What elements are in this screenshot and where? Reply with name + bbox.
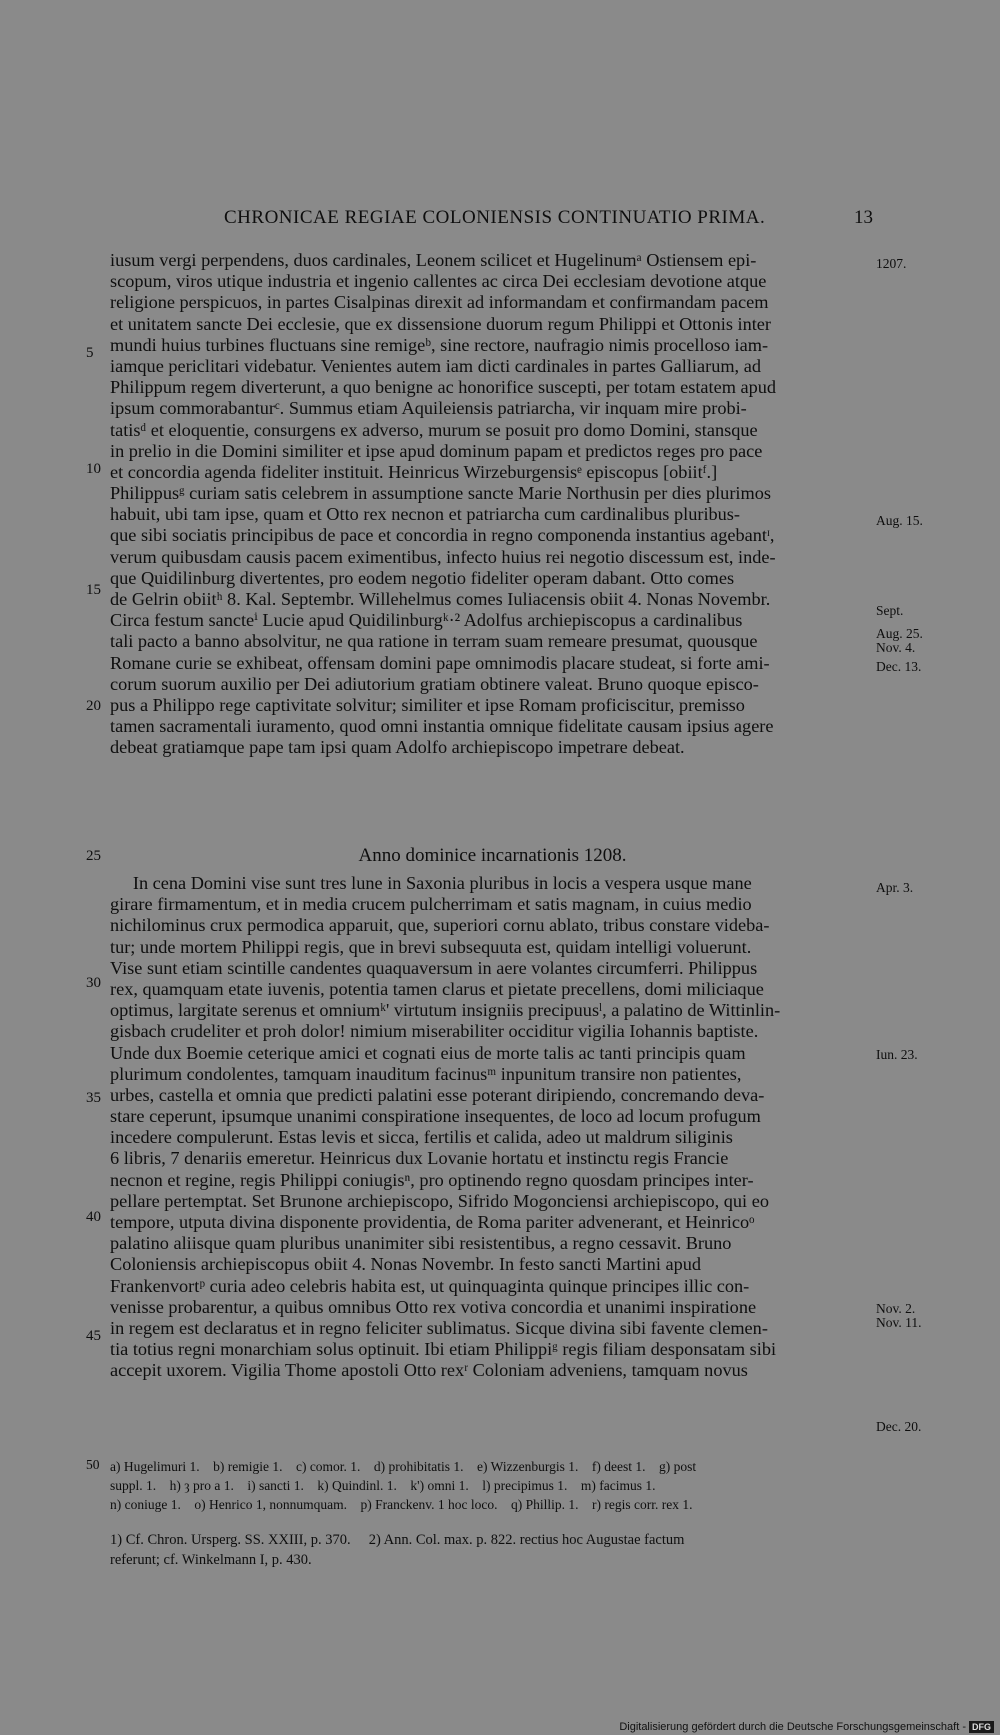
margin-date: Nov. 11. (876, 1315, 922, 1330)
text-line: plurimum condolentes, tamquam inauditum facinusᵐ inpunitum transire non patientes, (110, 1063, 742, 1084)
text-line: Philippusᵍ curiam satis celebrem in assumptione sancte Marie Northusin per dies plurimos (110, 483, 771, 504)
text-line: tali pacto a banno absolvitur, ne qua ratione in terram suam remeare presumat, quousque (110, 631, 758, 652)
line-number: 50 (86, 1457, 100, 1472)
text-line: In cena Domini vise sunt tres lune in Saxonia pluribus in locis a vespera usque mane (110, 873, 752, 893)
margin-date: Sept. (876, 603, 904, 618)
text-line: Coloniensis archiepiscopus obiit 4. Nonas Novembr. In festo sancti Martini apud (110, 1254, 701, 1275)
text-line: Romane curie se exhibeat, offensam domini pape omnimodis placare studeat, si forte ami- (110, 652, 770, 673)
margin-date: 1207. (876, 256, 907, 271)
text-line: verum quibusdam causis pacem eximentibus, infecto huius rei negotio discessum est, inde- (110, 546, 776, 567)
digitization-credit (619, 1721, 994, 1733)
text-line: girare firmamentum, et in media crucem pulcherrimam et satis magnam, in cuius medio (110, 894, 752, 915)
text-block-1208 (110, 873, 875, 1382)
line-number: 35 (86, 1090, 101, 1106)
text-line: mundi huius turbines fluctuans sine remigeᵇ, sine rectore, naufragio nimis procelloso iam- (110, 334, 769, 355)
text-line: rex, quamquam etate iuvenis, potentia tamen clarus et pietate precellens, domi miliciaque (110, 978, 764, 999)
text-line: tur; unde mortem Philippi regis, que in brevi subsequuta est, quidam intelligi voluerunt. (110, 936, 752, 957)
text-line: de Gelrin obiitʰ 8. Kal. Septembr. Willehelmus comes Iuliacensis obiit 4. Nonas Novembr. (110, 589, 771, 609)
text-line: tamen sacramentali iuramento, quod omni instantia omnique fidelitate causam ipsius agere (110, 716, 774, 737)
critical-apparatus (110, 1457, 880, 1514)
text-line: Circa festum sancteⁱ Lucie apud Quidilinburgᵏ·² Adolfus archiepiscopus a cardinalibus (110, 610, 743, 631)
text-line: optimus, largitate serenus et omniumᵏ' virtutum insigniis precipuusˡ, a palatino de Wittinlin- (110, 1000, 781, 1021)
apparatus-line: a) Hugelimuri 1. b) remigie 1. c) comor. 1. d) prohibitatis 1. e) Wizzenburgis 1. f) deest 1. g) post (110, 1459, 697, 1474)
reference-line: 1) Cf. Chron. Ursperg. SS. XXIII, p. 370. 2) Ann. Col. max. p. 822. rectius hoc Augustae factum (110, 1532, 685, 1548)
margin-date: Dec. 13. (876, 659, 922, 674)
text-line: Frankenvortᵖ curia adeo celebris habita est, ut quinquaginta quinque principes illic con- (110, 1275, 750, 1296)
reference-notes (110, 1530, 880, 1570)
text-line: scopum, viros utique industria et ingenio callentes ac circa Dei ecclesiam devotione atque (110, 271, 767, 292)
line-number: 5 (86, 345, 94, 361)
text-line: tatisᵈ et eloquentie, consurgens ex adverso, murum se posuit pro domo Domini, stansque (110, 419, 758, 440)
line-number: 25 (86, 848, 101, 864)
text-line: Vise sunt etiam scintille candentes quaquaversum in aere volantes circumferri. Philippus (110, 957, 758, 978)
reference-line: referunt; cf. Winkelmann I, p. 430. (110, 1552, 312, 1568)
page-number: 13 (854, 207, 873, 228)
text-line: nichilominus crux permodica apparuit, que, superiori cornu ablato, tribus constare videba- (110, 915, 770, 936)
text-line: necnon et regine, regis Philippi coniugisⁿ, pro optinendo regno quosdam principes inter- (110, 1169, 754, 1190)
text-line: iamque periclitari videbatur. Venientes autem iam dicti cardinales in partes Galliarum, ad (110, 355, 761, 376)
text-line: stare ceperunt, ipsumque unanimi conspiratione insequentes, de loco ad locum profugum (110, 1106, 761, 1127)
dfg-logo: DFG (969, 1721, 994, 1733)
margin-date: Aug. 15. (876, 513, 923, 528)
text-line: que Quidilinburg divertentes, pro eodem negotio fideliter operam dabant. Otto comes (110, 567, 735, 588)
year-heading: Anno dominice incarnationis 1208. (358, 845, 627, 866)
line-number: 30 (86, 975, 101, 991)
line-number: 20 (86, 698, 101, 714)
line-number: 10 (86, 461, 101, 477)
margin-date: Nov. 4. (876, 640, 916, 655)
text-line: Philippum regem diverterunt, a quo benigne ac honorifice suscepti, per totam estatem apud (110, 377, 777, 398)
text-line: debeat gratiamque pape tam ipsi quam Adolfo archiepiscopo impetrare debeat. (110, 737, 685, 758)
text-line: incedere compulerunt. Estas levis et sicca, fertilis et calida, adeo ut maldrum siliginis (110, 1127, 733, 1148)
text-line: palatino aliisque quam pluribus unanimiter sibi resistentibus, a regno cessavit. Bruno (110, 1233, 732, 1254)
text-line: venisse probarentur, a quibus omnibus Otto rex votiva concordia et unanimi inspiratione (110, 1296, 757, 1317)
text-line: 6 libris, 7 denariis emeretur. Heinricus dux Lovanie hortatu et instinctu regis Francie (110, 1148, 729, 1169)
text-line: tia totius regni monarchiam solus optinuit. Ibi etiam Philippiᵍ regis filiam desponsatam sibi (110, 1339, 777, 1360)
apparatus-line: n) coniuge 1. o) Henrico 1, nonnumquam. p) Franckenv. 1 hoc loco. q) Phillip. 1. r) regis corr. rex 1. (110, 1497, 693, 1512)
text-line: accepit uxorem. Vigilia Thome apostoli Otto rexʳ Coloniam adveniens, tamquam novus (110, 1360, 748, 1381)
text-line: in regem est declaratus et in regno feliciter sublimatus. Sicque divina sibi favente clemen- (110, 1317, 768, 1338)
running-header: CHRONICAE REGIAE COLONIENSIS CONTINUATIO PRIMA. (224, 207, 766, 228)
margin-date: Dec. 20. (876, 1419, 922, 1434)
margin-date: Iun. 23. (876, 1047, 918, 1062)
text-line: pellare pertemptat. Set Brunone archiepiscopo, Sifrido Mogonciensi archiepiscopo, qui eo (110, 1190, 769, 1211)
text-block-1207 (110, 250, 875, 759)
text-line: ipsum commorabanturᶜ. Summus etiam Aquileiensis patriarcha, vir inquam mire probi- (110, 398, 747, 419)
line-number: 45 (86, 1328, 101, 1344)
text-line: Unde dux Boemie ceterique amici et cognati eius de morte talis ac tanti principis quam (110, 1042, 746, 1063)
credit-text: Digitalisierung gefördert durch die Deutsche Forschungsgemeinschaft - (619, 1721, 966, 1733)
text-line: religione perspicuos, in partes Cisalpinas direxit ad informandam et confirmandam pacem (110, 292, 769, 313)
text-line: iusum vergi perpendens, duos cardinales, Leonem scilicet et Hugelinumᵃ Ostiensem epi- (110, 250, 757, 270)
text-line: et concordia agenda fideliter instituit. Heinricus Wirzeburgensisᵉ episcopus [obiitᶠ.] (110, 461, 718, 482)
apparatus-line: suppl. 1. h) ȝ pro a 1. i) sancti 1. k) Quindinl. 1. k') omni 1. l) precipimus 1. m) facimus 1. (110, 1478, 656, 1493)
margin-date: Aug. 25. (876, 626, 923, 641)
text-line: pus a Philippo rege captivitate solvitur; similiter et ipse Romam proficiscitur, premisso (110, 694, 745, 715)
text-line: habuit, ubi tam ipse, quam et Otto rex necnon et patriarcha cum cardinalibus pluribus- (110, 504, 741, 525)
text-line: tempore, utputa divina disponente providentia, de Roma pariter advenerant, et Heinricoᵒ (110, 1212, 755, 1232)
text-line: corum suorum auxilio per Dei adiutorium gratiam obtinere valeat. Bruno quoque episco- (110, 673, 759, 694)
text-line: et unitatem sancte Dei ecclesie, que ex dissensione duorum regum Philippi et Ottonis inter (110, 313, 772, 334)
margin-date: Nov. 2. (876, 1301, 916, 1316)
margin-date: Apr. 3. (876, 880, 914, 895)
text-line: que sibi sociatis principibus de pace et concordia in regno componenda instantius agebantᶦ, (110, 525, 775, 546)
text-line: in prelio in die Domini similiter et ipse apud dominum papam et predictos reges pro pace (110, 440, 763, 461)
line-number: 40 (86, 1209, 101, 1225)
text-line: urbes, castella et omnia que predicti palatini esse poterant diripiendo, concremando deva- (110, 1084, 765, 1105)
line-number: 15 (86, 582, 101, 598)
text-line: gisbach crudeliter et proh dolor! nimium miserabiliter occiditur vigilia Iohannis baptiste. (110, 1021, 759, 1042)
